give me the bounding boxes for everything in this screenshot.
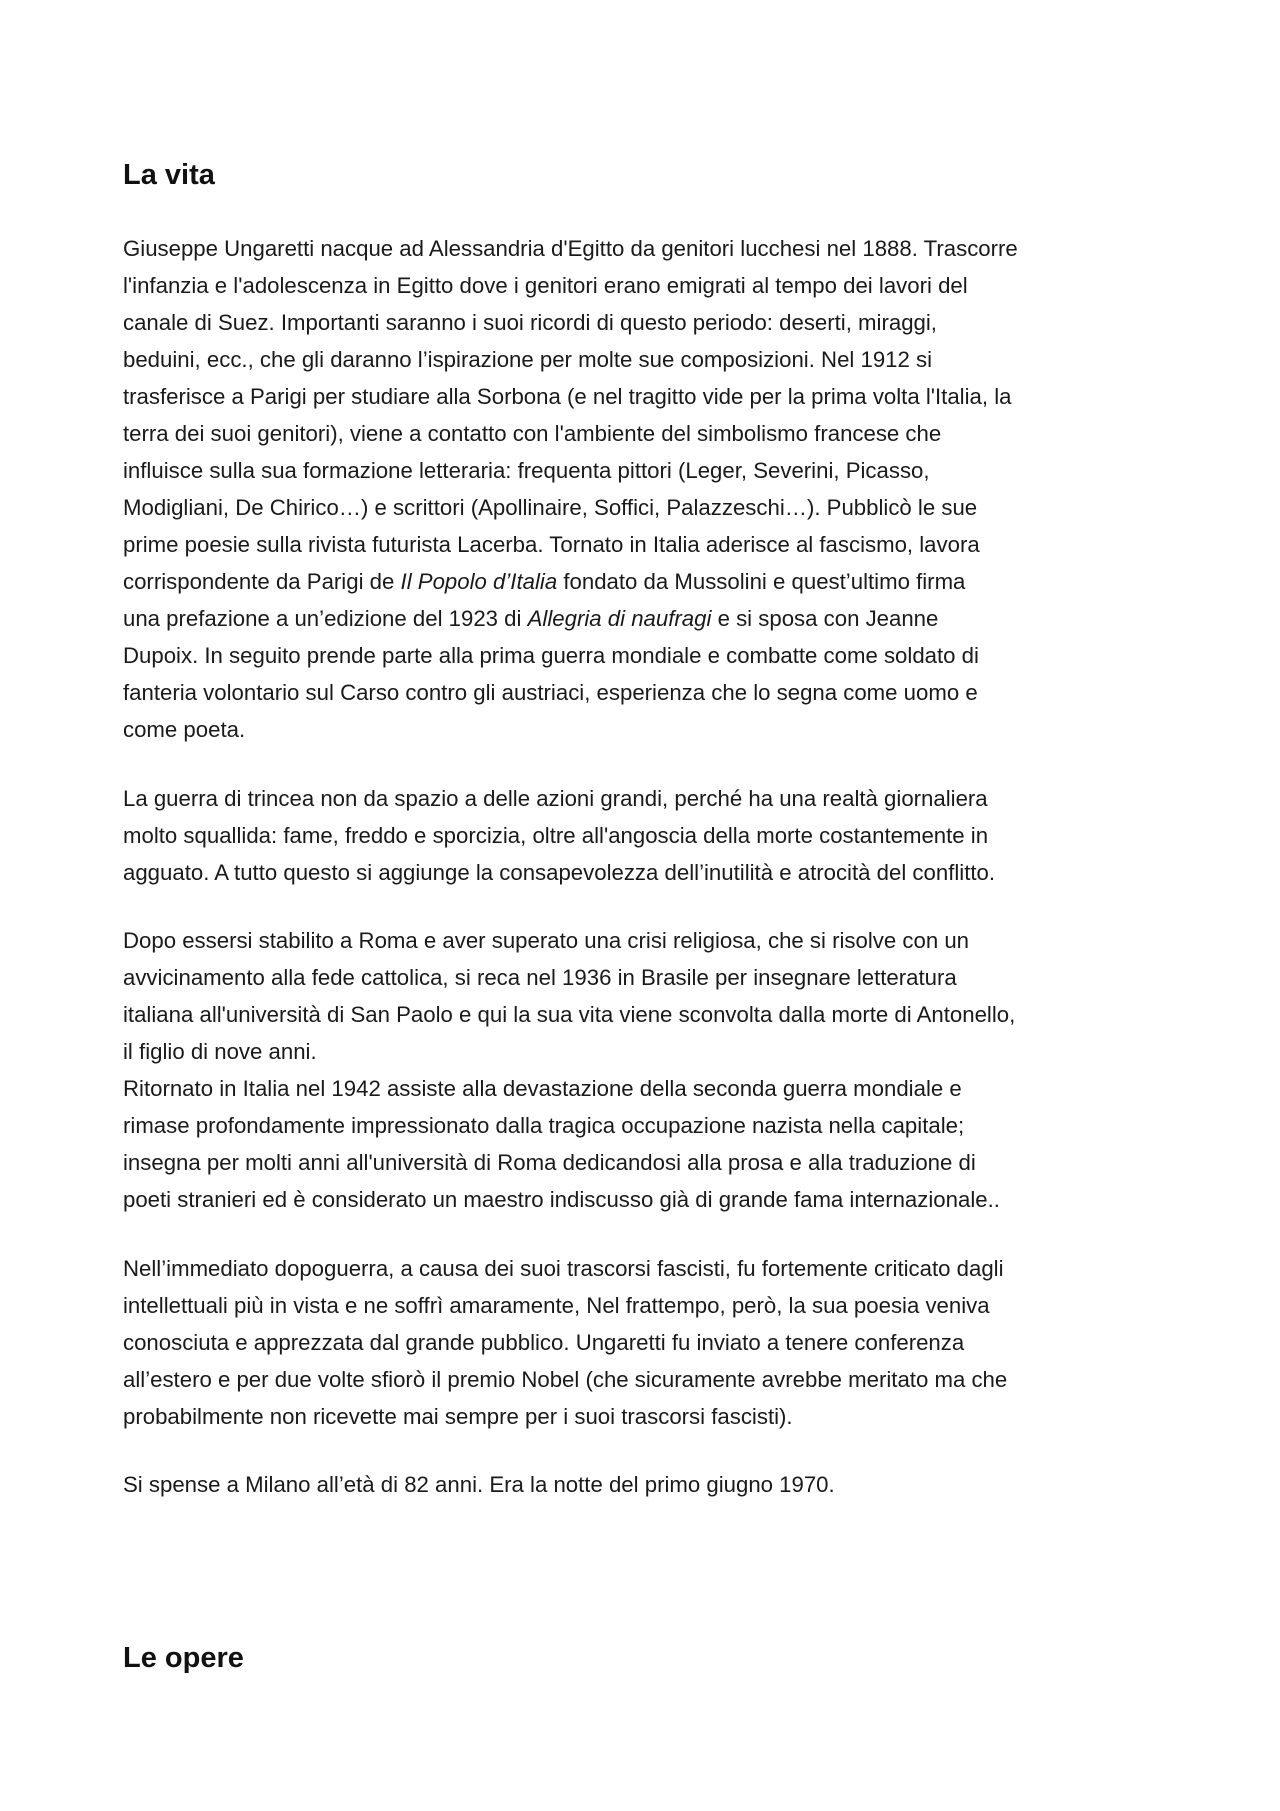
- text-line: italiana all'università di San Paolo e qui la sua vita viene sconvolta dalla morte di Antonello,: [123, 1002, 1016, 1027]
- text-line: Nell’immediato dopoguerra, a causa dei suoi trascorsi fascisti, fu fortemente criticato dagli: [123, 1256, 1004, 1281]
- paragraph-biography-early-life: [123, 230, 1173, 748]
- section-title-le-opere: Le opere: [123, 1642, 244, 1674]
- text-line: La guerra di trincea non da spazio a delle azioni grandi, perché ha una realtà giornaliera: [123, 786, 988, 811]
- text-line: rimase profondamente impressionato dalla tragica occupazione nazista nella capitale;: [123, 1113, 965, 1138]
- text-line: influisce sulla sua formazione letteraria: frequenta pittori (Leger, Severini, Picasso,: [123, 458, 930, 483]
- text-segment: e si sposa con Jeanne: [711, 606, 939, 631]
- text-line: Ritornato in Italia nel 1942 assiste alla devastazione della seconda guerra mondiale e: [123, 1076, 962, 1101]
- text-line: molto squallida: fame, freddo e sporcizia, oltre all'angoscia della morte costantemente in: [123, 823, 989, 848]
- text-segment: fondato da Mussolini e quest’ultimo firma: [557, 569, 966, 594]
- text-segment: una prefazione a un’edizione del 1923 di: [123, 606, 528, 631]
- text-line: Si spense a Milano all’età di 82 anni. Era la notte del primo giugno 1970.: [123, 1472, 835, 1497]
- text-line: conosciuta e apprezzata dal grande pubblico. Ungaretti fu inviato a tenere conferenza: [123, 1330, 965, 1355]
- paragraph-death: [123, 1466, 1173, 1503]
- text-segment: corrispondente da Parigi de: [123, 569, 401, 594]
- text-line: probabilmente non ricevette mai sempre per i suoi trascorsi fascisti).: [123, 1404, 793, 1429]
- text-line: all’estero e per due volte sfiorò il premio Nobel (che sicuramente avrebbe meritato ma che: [123, 1367, 1008, 1392]
- text-line: [123, 600, 1173, 637]
- text-line: agguato. A tutto questo si aggiunge la consapevolezza dell’inutilità e atrocità del conflitto.: [123, 860, 996, 885]
- text-line: come poeta.: [123, 717, 246, 742]
- text-line: l'infanzia e l'adolescenza in Egitto dove i genitori erano emigrati al tempo dei lavori del: [123, 273, 968, 298]
- paragraph-trench-war: [123, 780, 1173, 891]
- text-line: [123, 563, 1173, 600]
- text-line: trasferisce a Parigi per studiare alla Sorbona (e nel tragitto vide per la prima volta l'Italia, la: [123, 384, 1012, 409]
- text-line: fanteria volontario sul Carso contro gli austriaci, esperienza che lo segna come uomo e: [123, 680, 978, 705]
- section-title-la-vita: La vita: [123, 159, 215, 191]
- text-line: intellettuali più in vista e ne soffrì amaramente, Nel frattempo, però, la sua poesia veniva: [123, 1293, 990, 1318]
- text-line: Dopo essersi stabilito a Roma e aver superato una crisi religiosa, che si risolve con un: [123, 928, 969, 953]
- text-line: il figlio di nove anni.: [123, 1039, 317, 1064]
- text-line: canale di Suez. Importanti saranno i suoi ricordi di questo periodo: deserti, miraggi,: [123, 310, 937, 335]
- text-line: Giuseppe Ungaretti nacque ad Alessandria d'Egitto da genitori lucchesi nel 1888. Trascorre: [123, 236, 1018, 261]
- text-line: avvicinamento alla fede cattolica, si reca nel 1936 in Brasile per insegnare letteratura: [123, 965, 957, 990]
- text-line: prime poesie sulla rivista futurista Lacerba. Tornato in Italia aderisce al fascismo, lavora: [123, 532, 980, 557]
- paragraph-postwar: [123, 1250, 1173, 1435]
- text-line: Modigliani, De Chirico…) e scrittori (Apollinaire, Soffici, Palazzeschi…). Pubblicò le sue: [123, 495, 978, 520]
- text-line: insegna per molti anni all'università di Roma dedicandosi alla prosa e alla traduzione di: [123, 1150, 976, 1175]
- text-line: terra dei suoi genitori), viene a contatto con l'ambiente del simbolismo francese che: [123, 421, 942, 446]
- book-title-italic: Allegria di naufragi: [527, 606, 712, 631]
- text-line: beduini, ecc., che gli daranno l’ispirazione per molte sue composizioni. Nel 1912 si: [123, 347, 933, 372]
- text-line: Dupoix. In seguito prende parte alla prima guerra mondiale e combatte come soldato di: [123, 643, 979, 668]
- text-line: poeti stranieri ed è considerato un maestro indiscusso già di grande fama internazionale..: [123, 1187, 1000, 1212]
- newspaper-title-italic: Il Popolo d’Italia: [400, 569, 558, 594]
- paragraph-rome-brazil: [123, 922, 1173, 1218]
